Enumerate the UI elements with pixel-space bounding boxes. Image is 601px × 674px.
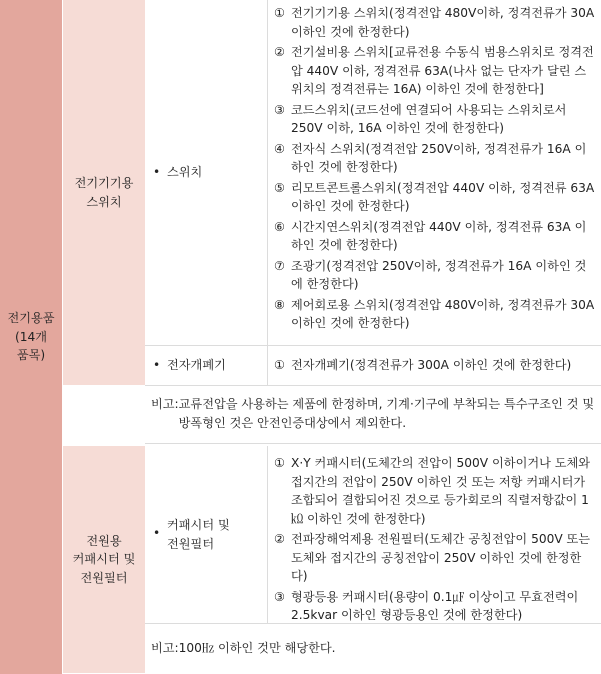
list-item: ① 전자개폐기(정격전류가 300A 이하인 것에 한정한다) — [274, 358, 572, 372]
section-name-switch: 전기기기용 스위치 — [63, 0, 145, 386]
note-capacitor — [145, 624, 601, 674]
item-capacitor — [145, 446, 267, 624]
bullet: • — [153, 358, 161, 373]
list-item: ⑥ 시간지연스위치(정격전압 440V 이하, 정격전류 63A 이하인 것에 한정한다) — [274, 219, 587, 252]
list-item: ② 전기설비용 스위치[교류전용 수동식 범용스위치로 정격전압 440V 이하, 정격전류 63A(나사 없는 단자가 달린 스위치의 정격전류는 16A) 이하인 것에 한정한다] — [274, 45, 594, 96]
bullet: • — [153, 165, 161, 180]
note-switch — [145, 386, 601, 444]
bullet: • — [153, 526, 161, 540]
item-label: 전자개폐기 — [167, 358, 226, 373]
section-name-capacitor: 전원용 커패시터 및 전원필터 — [63, 446, 145, 674]
list-item: ② 전파장해억제용 전원필터(도체간 공칭전압이 500V 또는 도체와 접지간의 공칭전압이 250V 이하인 것에 한정한다) — [274, 532, 591, 583]
item-label: 스위치 — [167, 165, 203, 180]
note-text: 100㎐ 이하인 것만 해당한다. — [178, 641, 336, 655]
list-item: ③ 형광등용 커패시터(용량이 0.1㎌ 이상이고 무효전력이 2.5kvar 이하인 형광등용인 것에 한정한다) — [274, 589, 579, 622]
item-switch-description — [267, 0, 601, 346]
list-item: ③ 코드스위치(코드선에 연결되어 사용되는 스위치로서 250V 이하, 16A 이하인 것에 한정한다) — [274, 102, 567, 135]
list-item: ① 전기기기용 스위치(정격전압 480V이하, 정격전류가 30A 이하인 것에 한정한다) — [274, 6, 595, 39]
item-label: 커패시터 및 전원필터 — [167, 518, 230, 551]
list-item: ① X·Y 커패시터(도체간의 전압이 500V 이하이거나 도체와 접지간의 전압이 250V 이하인 것 또는 저항 커패시터가 조합되어 결합되어진 것으로 등가회로의 직렬저항값이 1㏀ 이하인 것에 한정한다) — [274, 456, 591, 526]
section-divider — [63, 444, 601, 446]
note-text: 교류전압을 사용하는 제품에 한정하며, 기계·기구에 부착되는 특수구조인 것 및 방폭형인 것은 안전인증대상에서 제외한다. — [178, 397, 595, 430]
list-item: ⑦ 조광기(정격전압 250V이하, 정격전류가 16A 이하인 것에 한정한다) — [274, 258, 587, 291]
item-magnetic-switch — [145, 346, 267, 386]
category-label: 전기용품 (14개 품목) — [0, 0, 63, 674]
list-item: ④ 전자식 스위치(정격전압 250V이하, 정격전류가 16A 이하인 것에 한정한다) — [274, 141, 587, 174]
note-label: 비고: — [151, 641, 179, 655]
list-item: ⑤ 리모트콘트롤스위치(정격전압 440V 이하, 정격전류 63A 이하인 것에 한정한다) — [274, 180, 595, 213]
item-magnetic-switch-description — [267, 346, 601, 386]
note-label: 비고: — [151, 397, 179, 411]
list-item: ⑧ 제어회로용 스위치(정격전압 480V이하, 정격전류가 30A 이하인 것에 한정한다) — [274, 297, 595, 330]
item-capacitor-description — [267, 446, 601, 624]
item-switch — [145, 0, 267, 346]
